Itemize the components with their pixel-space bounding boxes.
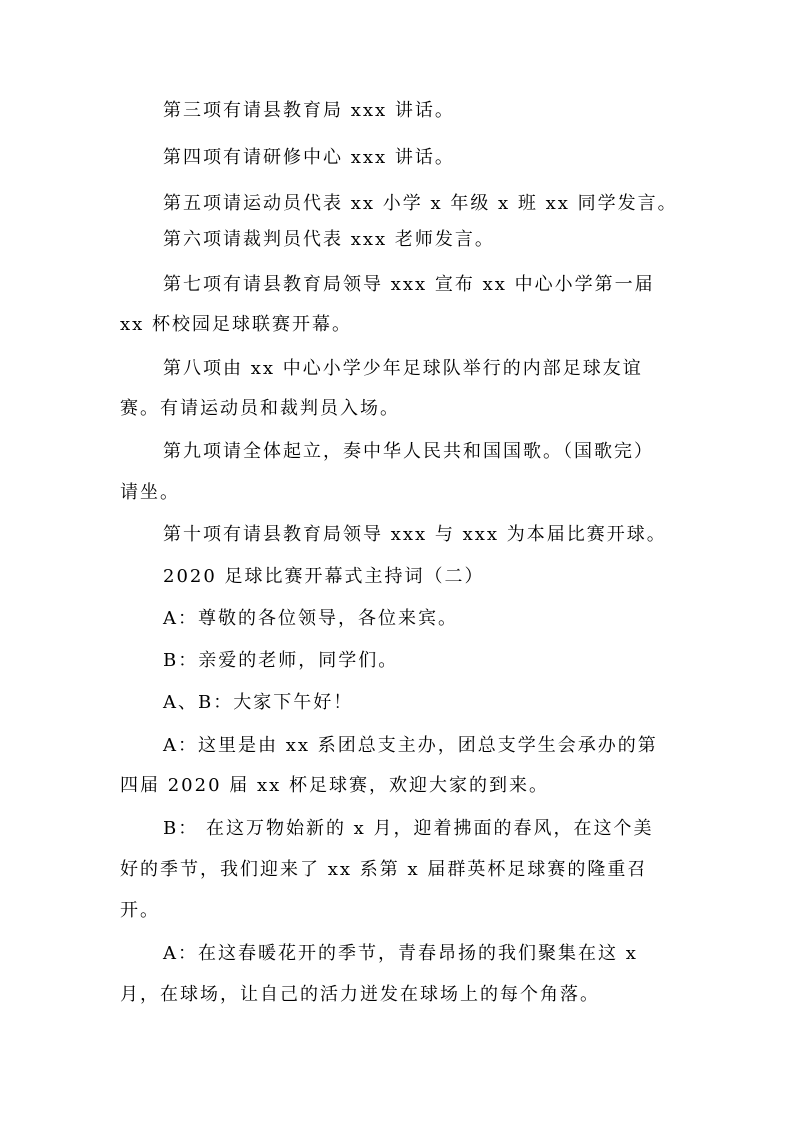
text-line: 第八项由 xx 中心小学少年足球队举行的内部足球友谊 <box>163 358 643 379</box>
text-line: 第五项请运动员代表 xx 小学 x 年级 x 班 xx 同学发言。 <box>163 193 678 214</box>
text-line: 赛。有请运动员和裁判员入场。 <box>120 398 400 419</box>
text-line: 四届 2020 届 xx 杯足球赛，欢迎大家的到来。 <box>120 775 549 796</box>
text-line: 第三项有请县教育局 xxx 讲话。 <box>163 100 455 121</box>
text-line: 开。 <box>120 900 160 921</box>
text-line: B： 在这万物始新的 x 月，迎着拂面的春风，在这个美 <box>163 818 654 839</box>
text-line: 第七项有请县教育局领导 xxx 宣布 xx 中心小学第一届 <box>163 274 655 295</box>
text-line: A、B：大家下午好！ <box>163 692 354 713</box>
text-line: B：亲爱的老师，同学们。 <box>163 650 399 671</box>
section-heading: 2020 足球比赛开幕式主持词（二） <box>163 566 485 587</box>
text-line: 第六项请裁判员代表 xxx 老师发言。 <box>163 229 495 250</box>
text-line: A：在这春暖花开的季节，青春昂扬的我们聚集在这 x <box>163 943 638 964</box>
text-line: 月，在球场，让自己的活力迸发在球场上的每个角落。 <box>120 984 600 1005</box>
text-line: A：这里是由 xx 系团总支主办，团总支学生会承办的第 <box>163 735 658 756</box>
text-line: 好的季节，我们迎来了 xx 系第 x 届群英杯足球赛的隆重召 <box>120 859 648 880</box>
text-line: 第九项请全体起立，奏中华人民共和国国歌。（国歌完） <box>163 441 654 462</box>
text-line: 第四项有请研修中心 xxx 讲话。 <box>163 147 455 168</box>
text-line: A：尊敬的各位领导，各位来宾。 <box>163 608 458 629</box>
text-line: 第十项有请县教育局领导 xxx 与 xxx 为本届比赛开球。 <box>163 524 667 545</box>
text-line: xx 杯校园足球联赛开幕。 <box>120 314 353 335</box>
text-line: 请坐。 <box>120 482 180 503</box>
